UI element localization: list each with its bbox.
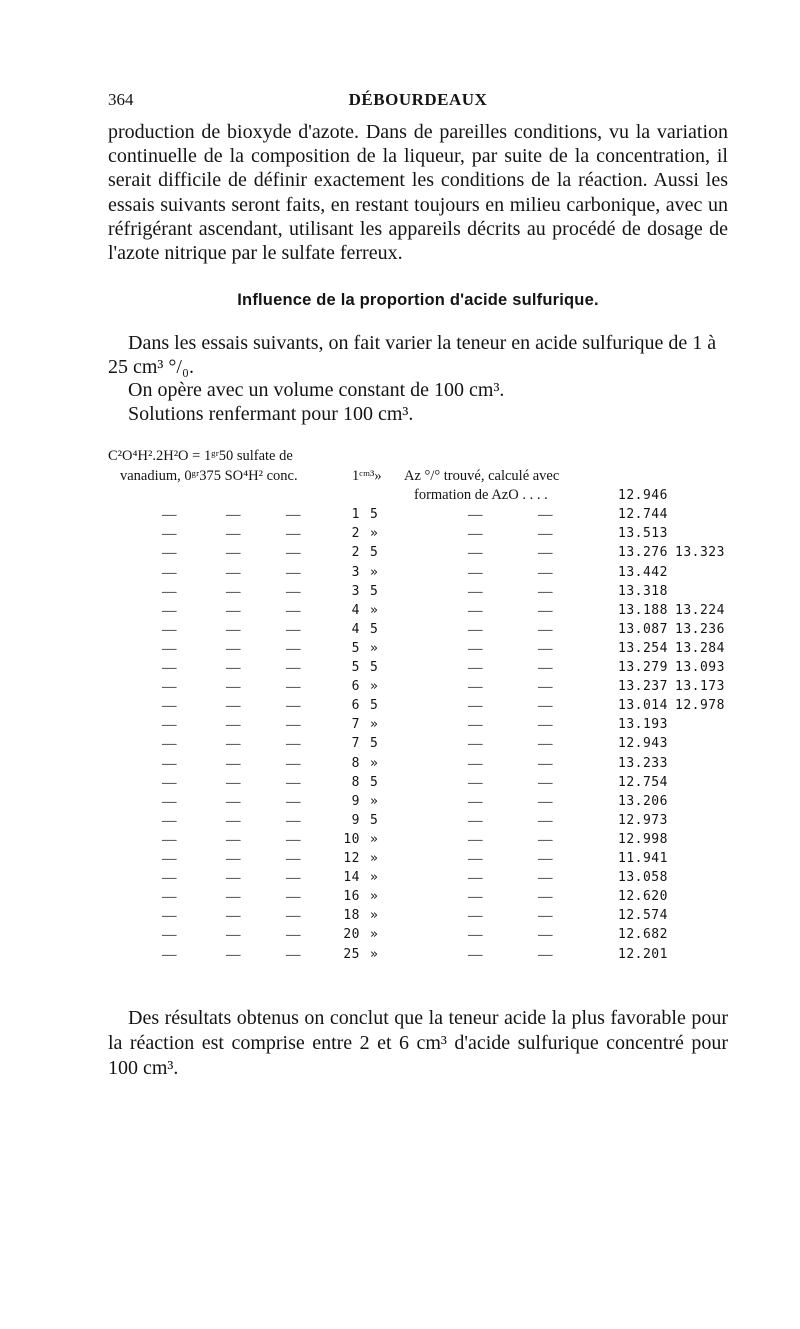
value-1: 12.682 [618,927,668,943]
dash-cell: — [468,660,483,677]
acid-volume-units: 2 [351,526,360,542]
dash-cell: — [538,831,553,848]
table-row [108,603,748,622]
acid-volume-decimal: 5 [370,621,379,637]
acid-volume-units: 8 [351,755,360,771]
acid-volume-units: 9 [351,812,360,828]
dash-cell: — [226,851,241,868]
dash-cell: — [162,927,177,944]
dash-cell: — [538,851,553,868]
table-row [108,679,748,698]
dash-cell: — [162,870,177,887]
dash-cell: — [162,736,177,753]
acid-volume-units: 12 [343,851,360,867]
dash-cell: — [162,660,177,677]
dash-cell: — [286,946,301,963]
dash-cell: — [162,507,177,524]
table-row [108,622,748,641]
dash-cell: — [162,526,177,543]
acid-volume-decimal: 5 [370,583,379,599]
acid-volume-decimal: » [370,889,379,905]
value-1: 13.233 [618,755,668,771]
paragraph-1: production de bioxyde d'azote. Dans de pareilles conditions, vu la variation continuelle de la composition de la liqueur, par suite de la concentration, il serait difficile de définir exactement les conditions de la réaction. Aussi les essais suivants seront faits, en restant toujours en milieu carbonique, avec un réfrigérant ascendant, utilisant les appareils décrits au procédé de dosage de l'azote nitrique par le sulfate ferreux. [108,121,728,265]
dash-cell: — [162,774,177,791]
dash-cell: — [226,717,241,734]
acid-volume-decimal: » [370,851,379,867]
dash-cell: — [468,755,483,772]
value-1: 12.943 [618,736,668,752]
page-number: 364 [108,90,134,109]
table-row [108,870,748,889]
dash-cell: — [286,621,301,638]
dash-cell: — [226,755,241,772]
dash-cell: — [286,927,301,944]
acid-volume-units: 9 [351,793,360,809]
acid-volume-decimal: 5 [370,774,379,790]
dash-cell: — [226,812,241,829]
acid-volume-units: 7 [351,717,360,733]
dash-cell: — [226,927,241,944]
dash-cell: — [226,545,241,562]
dash-cell: — [468,927,483,944]
dash-cell: — [286,564,301,581]
acid-volume-decimal: » [370,602,379,618]
dash-cell: — [162,564,177,581]
acid-volume-decimal: 5 [370,812,379,828]
dash-cell: — [468,545,483,562]
dash-cell: — [286,602,301,619]
dash-cell: — [226,583,241,600]
acid-volume-units: 14 [343,870,360,886]
value-1: 12.574 [618,908,668,924]
table-row [108,736,748,755]
dash-cell: — [468,526,483,543]
dash-cell: — [226,946,241,963]
table-row [108,832,748,851]
value-1: 13.279 [618,660,668,676]
table-row [108,584,748,603]
intro-block [108,332,728,426]
dash-cell: — [468,679,483,696]
dash-cell: — [162,946,177,963]
document-page [108,90,728,968]
value-1: 13.087 [618,621,668,637]
value-1: 12.744 [618,507,668,523]
acid-volume-decimal: » [370,831,379,847]
dash-cell: — [286,908,301,925]
value-1: 13.276 [618,545,668,561]
acid-volume-decimal: » [370,755,379,771]
dash-cell: — [226,526,241,543]
acid-volume-units: 4 [351,602,360,618]
dash-cell: — [286,774,301,791]
value-1: 12.754 [618,774,668,790]
dash-cell: — [162,793,177,810]
acid-volume-units: 2 [351,545,360,561]
value-1: 13.318 [618,583,668,599]
acid-volume-decimal: » [370,679,379,695]
acid-volume-decimal: » [370,564,379,580]
table-row [108,794,748,813]
dash-cell: — [468,908,483,925]
dash-cell: — [286,545,301,562]
table-header-line-1: C²O⁴H².2H²O = 1ᵍʳ50 sulfate de [108,448,293,465]
intro-line-2: On opère avec un volume constant de 100 cm³. [128,379,505,402]
table-row [108,775,748,794]
value-2: 12.978 [675,698,725,714]
dash-cell: — [286,793,301,810]
value-1: 13.193 [618,717,668,733]
section-title: Influence de la proportion d'acide sulfurique. [237,291,599,310]
dash-cell: — [286,812,301,829]
acid-volume-units: 20 [343,927,360,943]
dash-cell: — [538,908,553,925]
dash-cell: — [286,889,301,906]
dash-cell: — [286,507,301,524]
dash-cell: — [538,545,553,562]
acid-volume-decimal: 5 [370,698,379,714]
table-row [108,756,748,775]
table-row [108,565,748,584]
acid-volume-units: 4 [351,621,360,637]
conclusion-paragraph: Des résultats obtenus on conclut que la teneur acide la plus favorable pour la réaction est comprise entre 2 et 6 cm³ d'acide sulfurique concentré pour 100 cm³. [108,1007,728,1079]
value-1: 12.973 [618,812,668,828]
dash-cell: — [226,698,241,715]
value-1: 13.513 [618,526,668,542]
dash-cell: — [226,870,241,887]
intro-line-3: Solutions renfermant pour 100 cm³. [128,402,414,425]
dash-cell: — [162,602,177,619]
dash-cell: — [538,679,553,696]
page-header [108,90,728,114]
dash-cell: — [538,870,553,887]
acid-volume-units: 5 [351,660,360,676]
dash-cell: — [162,621,177,638]
dash-cell: — [468,793,483,810]
table-row [108,851,748,870]
dash-cell: — [468,602,483,619]
dash-cell: — [286,736,301,753]
table-header-line-2b: 1ᶜᵐ³» [352,468,382,485]
dash-cell: — [226,736,241,753]
dash-cell: — [538,507,553,524]
value-2: 13.323 [675,545,725,561]
dash-cell: — [468,640,483,657]
dash-cell: — [286,679,301,696]
dash-cell: — [468,736,483,753]
acid-volume-units: 3 [351,564,360,580]
dash-cell: — [286,660,301,677]
dash-cell: — [286,717,301,734]
dash-cell: — [468,851,483,868]
dash-cell: — [538,946,553,963]
dash-cell: — [226,564,241,581]
acid-volume-units: 5 [351,640,360,656]
dash-cell: — [226,889,241,906]
value-2: 13.236 [675,621,725,637]
table-first-value: 12.946 [618,488,668,504]
table-header-line-3: formation de AzO . . . . [414,487,548,504]
dash-cell: — [468,717,483,734]
acid-volume-decimal: » [370,717,379,733]
acid-volume-units: 25 [343,946,360,962]
dash-cell: — [162,812,177,829]
acid-volume-units: 18 [343,908,360,924]
table-row [108,641,748,660]
value-1: 13.254 [618,640,668,656]
dash-cell: — [538,564,553,581]
dash-cell: — [468,870,483,887]
dash-cell: — [162,583,177,600]
acid-volume-decimal: 5 [370,736,379,752]
dash-cell: — [538,793,553,810]
dash-cell: — [538,602,553,619]
dash-cell: — [538,698,553,715]
acid-volume-decimal: 5 [370,545,379,561]
value-1: 13.206 [618,793,668,809]
table-row [108,660,748,679]
dash-cell: — [226,602,241,619]
dash-cell: — [162,851,177,868]
dash-cell: — [286,851,301,868]
dash-cell: — [162,889,177,906]
acid-volume-decimal: » [370,793,379,809]
dash-cell: — [226,908,241,925]
dash-cell: — [162,755,177,772]
dash-cell: — [468,564,483,581]
dash-cell: — [286,870,301,887]
dash-cell: — [538,755,553,772]
value-1: 13.442 [618,564,668,580]
table-row [108,526,748,545]
acid-volume-units: 10 [343,831,360,847]
acid-volume-units: 8 [351,774,360,790]
value-2: 13.284 [675,640,725,656]
acid-volume-decimal: » [370,526,379,542]
table-row [108,717,748,736]
dash-cell: — [226,640,241,657]
table-row [108,545,748,564]
value-1: 13.188 [618,602,668,618]
table-header-line-2a: vanadium, 0ᵍʳ375 SO⁴H² conc. [120,468,298,485]
value-1: 11.941 [618,851,668,867]
value-1: 13.058 [618,870,668,886]
acid-volume-units: 3 [351,583,360,599]
acid-volume-units: 16 [343,889,360,905]
dash-cell: — [468,583,483,600]
dash-cell: — [468,812,483,829]
dash-cell: — [538,717,553,734]
dash-cell: — [538,927,553,944]
value-2: 13.093 [675,660,725,676]
dash-cell: — [226,774,241,791]
dash-cell: — [468,507,483,524]
acid-volume-decimal: 5 [370,507,379,523]
dash-cell: — [226,831,241,848]
value-2: 13.173 [675,679,725,695]
intro-line-1: Dans les essais suivants, on fait varier la teneur en acide sulfurique de 1 à 25 cm³ °/₀. [108,332,717,378]
table-row [108,947,748,966]
dash-cell: — [538,621,553,638]
dash-cell: — [468,698,483,715]
acid-volume-decimal: 5 [370,660,379,676]
table-row [108,927,748,946]
value-1: 12.201 [618,946,668,962]
value-1: 13.237 [618,679,668,695]
table-row [108,507,748,526]
table-row [108,908,748,927]
dash-cell: — [162,545,177,562]
dash-cell: — [538,660,553,677]
dash-cell: — [226,793,241,810]
table-row [108,813,748,832]
dash-cell: — [468,889,483,906]
dash-cell: — [162,640,177,657]
dash-cell: — [226,507,241,524]
acid-volume-decimal: » [370,927,379,943]
dash-cell: — [538,526,553,543]
acid-volume-units: 7 [351,736,360,752]
table-row [108,698,748,717]
acid-volume-decimal: » [370,908,379,924]
dash-cell: — [226,679,241,696]
dash-cell: — [162,698,177,715]
acid-volume-decimal: » [370,640,379,656]
dash-cell: — [538,774,553,791]
dash-cell: — [162,679,177,696]
dash-cell: — [538,583,553,600]
acid-volume-decimal: » [370,946,379,962]
dash-cell: — [286,526,301,543]
dash-cell: — [162,831,177,848]
dash-cell: — [468,831,483,848]
running-title: DÉBOURDEAUX [348,90,488,109]
dash-cell: — [162,908,177,925]
acid-volume-units: 6 [351,698,360,714]
acid-volume-decimal: » [370,870,379,886]
dash-cell: — [468,621,483,638]
acid-volume-units: 6 [351,679,360,695]
dash-cell: — [468,946,483,963]
dash-cell: — [538,640,553,657]
dash-cell: — [286,583,301,600]
dash-cell: — [538,889,553,906]
dash-cell: — [538,736,553,753]
dash-cell: — [286,698,301,715]
table-header-line-2c: Az °/° trouvé, calculé avec [404,468,560,485]
value-1: 12.620 [618,889,668,905]
value-2: 13.224 [675,602,725,618]
dash-cell: — [286,755,301,772]
table-row [108,889,748,908]
dash-cell: — [162,717,177,734]
dash-cell: — [226,660,241,677]
acid-volume-units: 1 [351,507,360,523]
results-table [108,448,728,968]
value-1: 12.998 [618,831,668,847]
value-1: 13.014 [618,698,668,714]
dash-cell: — [538,812,553,829]
dash-cell: — [468,774,483,791]
dash-cell: — [286,640,301,657]
dash-cell: — [226,621,241,638]
dash-cell: — [286,831,301,848]
